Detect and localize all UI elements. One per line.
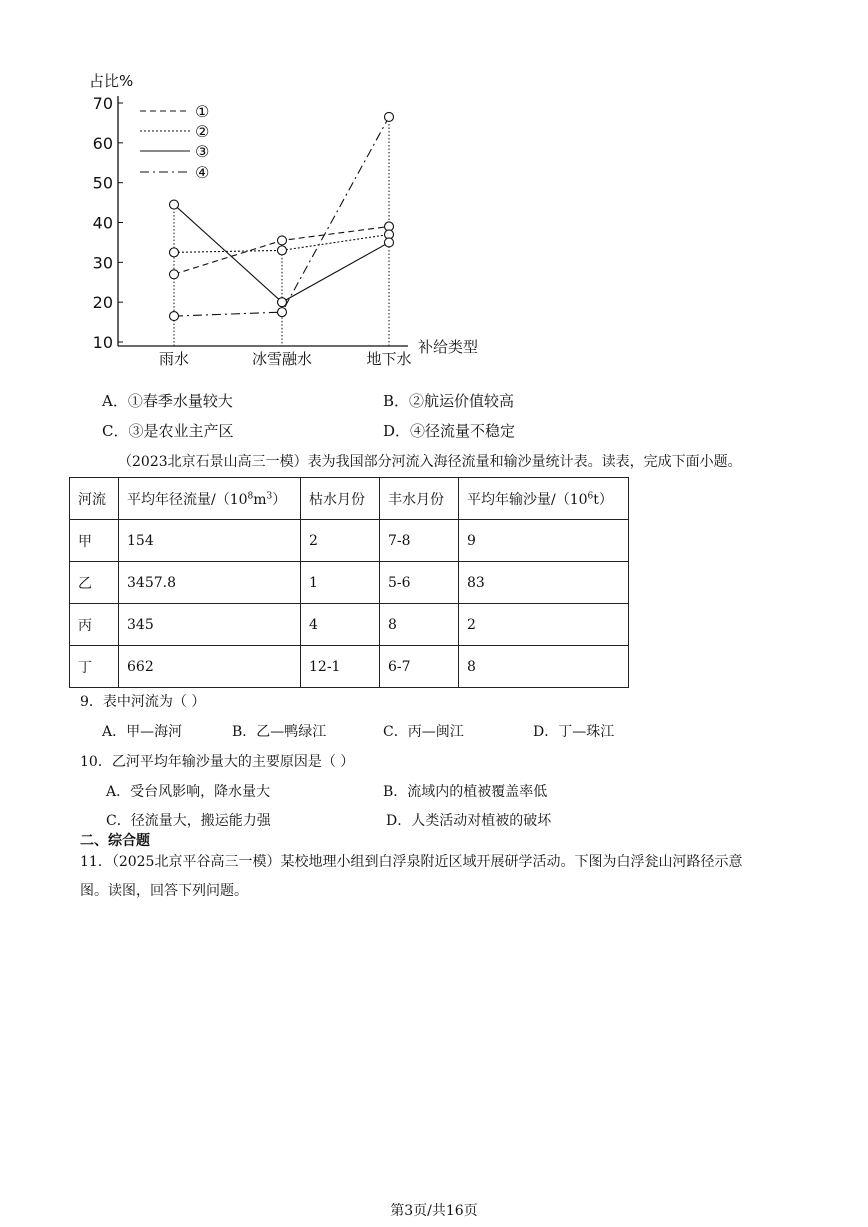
q10-option-c: C．径流量大，搬运能力强 [106,813,271,829]
x-axis-label: 补给类型 [418,338,479,356]
table-cell: 7-8 [380,520,459,562]
table-cell: 甲 [70,520,119,562]
table-row [70,562,629,604]
table-cell: 4 [301,604,380,646]
table-cell: 9 [459,520,629,562]
q8-option-d: D．④径流量不稳定 [383,422,516,440]
river-data-table [69,477,629,688]
data-point [170,200,179,209]
header-dry-month: 枯水月份 [301,478,380,520]
data-point [278,246,287,255]
q11-line2: 图。读图，回答下列问题。 [80,883,248,899]
table-cell: 丙 [70,604,119,646]
q10-stem: 10．乙河平均年输沙量大的主要原因是（ ） [80,754,355,770]
table-cell: 丁 [70,646,119,688]
y-tick-label: 50 [92,173,113,193]
table-cell: 2 [459,604,629,646]
x-tick-label: 雨水 [158,350,190,368]
y-tick-label: 20 [92,293,113,313]
data-point [385,112,394,121]
table-cell: 8 [459,646,629,688]
table-header-row [70,478,629,520]
legend-label: ② [195,122,210,141]
header-sediment: 平均年输沙量$/(10^6t)$ [459,478,629,520]
y-tick-label: 60 [92,133,113,153]
data-point [170,248,179,257]
q8-option-a: A．①春季水量较大 [102,392,233,410]
table-cell: 345 [119,604,301,646]
legend-label: ④ [195,163,210,182]
x-tick-label: 冰雪融水 [251,350,313,368]
table-cell: 3457.8 [119,562,301,604]
q9-stem: 9．表中河流为（ ） [80,694,206,710]
x-tick-label: 地下水 [366,350,412,368]
y-tick-label: 70 [92,94,113,113]
table-row [70,520,629,562]
table-cell: 154 [119,520,301,562]
table-row [70,646,629,688]
y-axis-label: 占比% [89,72,134,90]
table-cell: 662 [119,646,301,688]
y-tick-label: 30 [92,253,113,273]
runoff-supply-line-chart [0,0,868,380]
q10-option-a: A．受台风影响，降水量大 [106,784,271,800]
table-cell: 1 [301,562,380,604]
section-heading: 二、综合题 [80,833,150,849]
header-wet-month: 丰水月份 [380,478,459,520]
legend-label: ① [195,102,210,121]
table-cell: 83 [459,562,629,604]
q8-option-b: B．②航运价值较高 [383,392,515,410]
data-point [385,238,394,247]
table-cell: 乙 [70,562,119,604]
table-cell: 5-6 [380,562,459,604]
table-intro: （2023北京石景山高三一模）表为我国部分河流入海径流量和输沙量统计表。读表，完成下面小题。 [118,454,742,470]
data-point [278,308,287,317]
legend-label: ③ [195,142,210,161]
table-cell: 6-7 [380,646,459,688]
table-cell: 8 [380,604,459,646]
q11-line1: 11．（2025北京平谷高三一模）某校地理小组到白浮泉附近区域开展研学活动。下图为白浮瓮山河路径示意 [80,854,743,870]
q8-option-c: C．③是农业主产区 [102,422,234,440]
data-point [278,236,287,245]
q9-option-c: C．丙—闽江 [383,724,464,740]
table-cell: 2 [301,520,380,562]
header-river: 河流 [70,478,119,520]
data-point [170,270,179,279]
q9-option-a: A．甲—海河 [102,724,183,740]
q10-option-b: B．流域内的植被覆盖率低 [383,784,548,800]
header-runoff: 平均年径流量$/(10^8m^3)$ [119,478,301,520]
y-tick-label: 10 [92,333,113,352]
q10-option-d: D．人类活动对植被的破坏 [386,813,552,829]
q9-option-d: D．丁—珠江 [533,724,615,740]
table-cell: 12-1 [301,646,380,688]
data-point [170,312,179,321]
table-row [70,604,629,646]
y-tick-label: 40 [92,213,113,233]
q9-option-b: B．乙—鸭绿江 [232,724,327,740]
page-footer: 第3页/共16页 [390,1203,478,1219]
data-point [278,298,287,307]
